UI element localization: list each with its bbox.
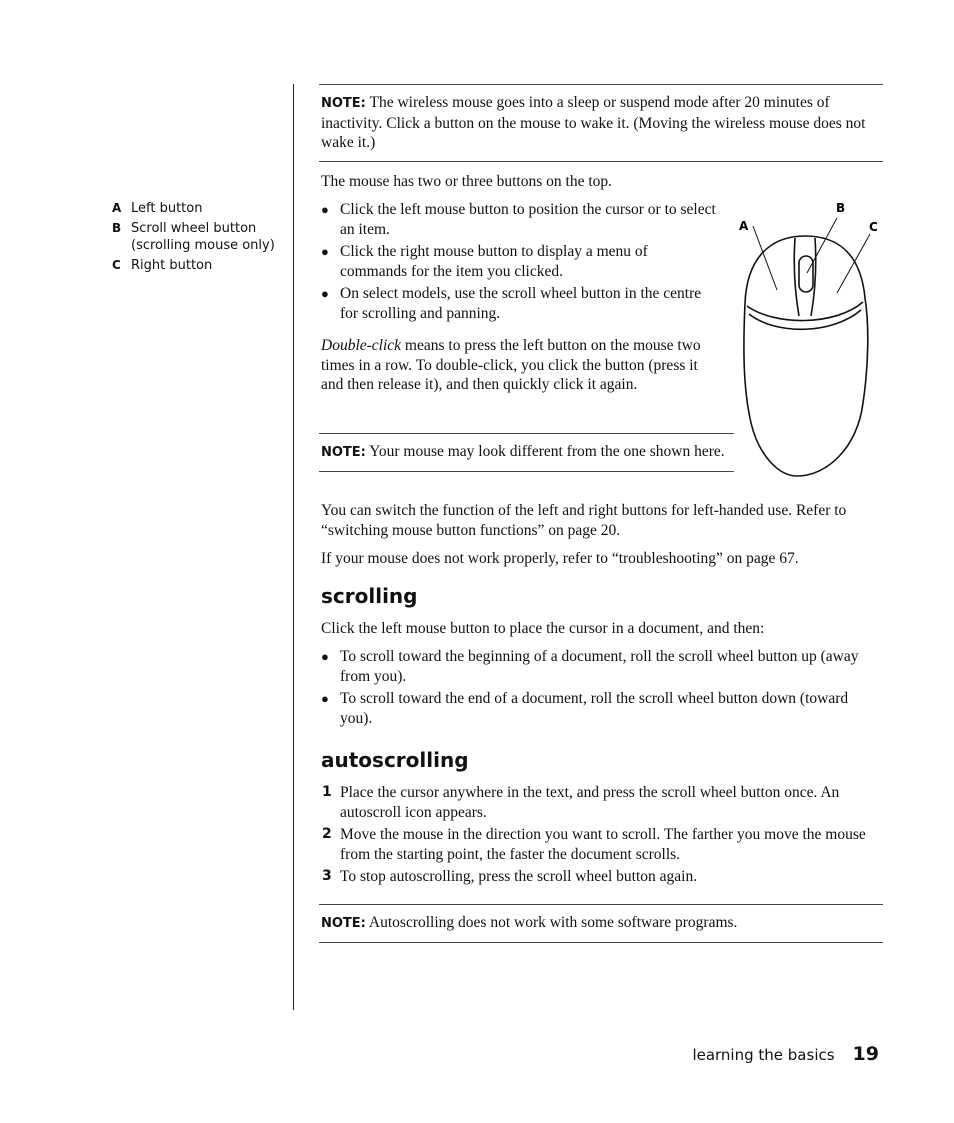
bullet-icon: ●	[321, 244, 329, 259]
page-number: 19	[852, 1043, 879, 1065]
trouble-text: If your mouse does not work properly, refer to “troubleshooting” on page 67.	[321, 550, 799, 567]
figure-legend	[112, 200, 287, 277]
step-item: 1 Place the cursor anywhere in the text, and press the scroll wheel button once. An autoscroll icon appears.	[322, 784, 840, 821]
scrolling-intro: Click the left mouse button to place the cursor in a document, and then:	[321, 620, 765, 637]
scrolling-list	[321, 647, 881, 731]
legend-text: Right button	[131, 258, 213, 273]
legend-item-c	[112, 257, 287, 274]
legend-text: Scroll wheel button (scrolling mouse only)	[131, 221, 275, 253]
page-footer	[692, 1043, 879, 1065]
legend-key: B	[112, 221, 122, 235]
label-c: C	[869, 220, 878, 234]
margin-rule	[293, 84, 294, 1010]
note-wireless	[319, 84, 883, 162]
label-b: B	[836, 201, 846, 215]
list-item: ● Click the right mouse button to display a menu of commands for the item you clicked.	[321, 243, 648, 280]
legend-key: A	[112, 201, 122, 215]
list-item: ● To scroll toward the beginning of a document, roll the scroll wheel button up (away from you).	[321, 648, 859, 685]
legend-text: Left button	[131, 201, 203, 216]
list-item: ● Click the left mouse button to position the cursor or to select an item.	[321, 201, 716, 238]
step-number: 1	[322, 784, 332, 800]
label-a: A	[739, 219, 749, 233]
footer-section: learning the basics	[692, 1046, 835, 1064]
note-label: NOTE:	[321, 445, 366, 460]
legend-item-b	[112, 220, 287, 254]
legend-key: C	[112, 258, 121, 272]
list-item: ● To scroll toward the end of a document, roll the scroll wheel button down (toward you).	[321, 690, 849, 727]
doubleclick-text: Double-click means to press the left button on the mouse two times in a row. To double-click, you click the button (press it and then release it), and then quickly click it again.	[321, 337, 701, 393]
mouse-illustration	[735, 198, 878, 480]
step-item: 2 Move the mouse in the direction you want to scroll. The farther you move the mouse from the starting point, the faster the document scrolls.	[322, 826, 866, 863]
step-number: 2	[322, 826, 332, 842]
step-item: 3 To stop autoscrolling, press the scroll wheel button again.	[322, 868, 698, 885]
list-item: ● On select models, use the scroll wheel button in the centre for scrolling and panning.	[321, 285, 702, 322]
term: Double-click	[321, 337, 402, 354]
note-text: Your mouse may look different from the one shown here.	[369, 443, 725, 460]
autoscroll-steps	[321, 783, 881, 890]
bullet-icon: ●	[321, 691, 329, 706]
note-label: NOTE:	[321, 916, 366, 931]
buttons-list	[321, 200, 716, 326]
bullet-icon: ●	[321, 202, 329, 217]
legend-item-a	[112, 200, 287, 217]
note-mouse-look	[319, 433, 734, 472]
step-number: 3	[322, 868, 332, 884]
bullet-icon: ●	[321, 286, 329, 301]
note-label: NOTE:	[321, 96, 366, 111]
heading-autoscrolling: autoscrolling	[321, 748, 469, 772]
note-text: The wireless mouse goes into a sleep or suspend mode after 20 minutes of inactivity. Click a button on the mouse to wake it. (Moving the wireless mouse does not wake it.)	[321, 94, 866, 151]
heading-scrolling: scrolling	[321, 584, 418, 608]
switch-text: You can switch the function of the left and right buttons for left-handed use. Refer to “switching mouse button functions” on page 20.	[321, 502, 847, 539]
intro-text: The mouse has two or three buttons on the top.	[321, 173, 613, 190]
note-autoscroll	[319, 904, 883, 943]
bullet-icon: ●	[321, 649, 329, 664]
note-text: Autoscrolling does not work with some software programs.	[368, 914, 738, 931]
